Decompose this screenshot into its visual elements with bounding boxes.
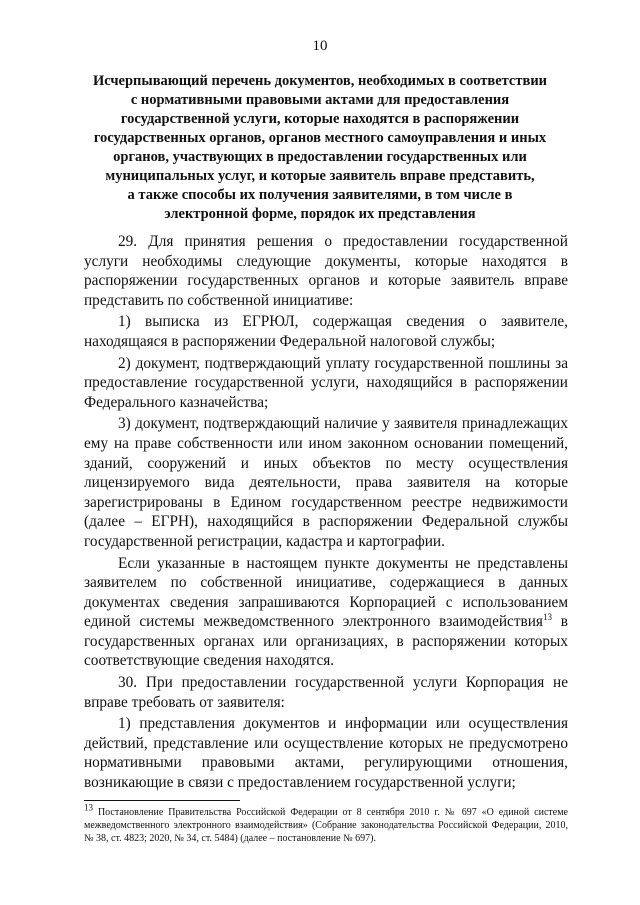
page-number: 10 — [312, 38, 328, 54]
footnote-separator — [84, 800, 240, 801]
body-text — [84, 232, 568, 795]
list-item-1: 1) выписка из ЕГРЮЛ, содержащая сведения о заявителе, находящаяся в распоряжении Федеральной налоговой службы; — [84, 313, 568, 350]
paragraph-30-item-1: 1) представления документов и информации или осуществления действий, представление или осуществление которых не предусмотрено нормативными правовыми актами, регулирующими отношения, возникающие в связи с предоставлением государственной услуги; — [84, 715, 568, 792]
heading-line: Исчерпывающий перечень документов, необходимых в соответствии — [92, 73, 548, 89]
list-item-3: 3) документ, подтверждающий наличие у заявителя принадлежащих ему на праве собственности или ином законном основании помещений, зданий, сооружений и иных объектов по месту осуществления лицензируемого вида деятельности, права заявителя на которые зарегистрированы в Едином государственном реестре недвижимости (далее – ЕГРН), находящийся в распоряжении Федеральной службы государственной регистрации, кадастра и картографии. — [84, 415, 568, 550]
footnote-text: Постановление Правительства Российской Федерации от 8 сентября 2010 г. № 697 «О единой системе межведомственного электронного взаимодействия» (Собрание законодательства Российской Федерации, 2010, № 38, ст. 4823; 2020, № 34, ст. 5484) (далее – постановление № 697). — [84, 807, 568, 844]
footnote — [84, 802, 568, 845]
heading-line: муниципальных услуг, и которые заявитель вправе представить, — [105, 168, 535, 184]
heading-line: а также способы их получения заявителями, в том числе в — [127, 187, 513, 203]
section-heading — [60, 72, 580, 224]
paragraph-29: 29. Для принятия решения о предоставлении государственной услуги необходимы следующие документы, которые находятся в распоряжении государственных органов и которые заявитель вправе представить по собственной инициативе: — [84, 233, 568, 309]
paragraph-text-continued: в государственных органах или организациях, в распоряжении которых соответствующие сведения находятся. — [84, 613, 568, 670]
paragraph-30: 30. При предоставлении государственной услуги Корпорация не вправе требовать от заявителя: — [84, 674, 568, 711]
paragraph-if-not-submitted — [84, 554, 568, 672]
footnote-mark: 13 — [84, 802, 93, 813]
heading-line: с нормативными правовыми актами для предоставления — [130, 92, 510, 108]
paragraph-text: Если указанные в настоящем пункте документы не представлены заявителем по собственной инициативе, содержащиеся в данных документах сведения запрашиваются Корпорацией с использованием единой системы межведомственного электронного взаимодействия — [84, 554, 568, 631]
heading-line: государственных органов, органов местного самоуправления и иных — [93, 130, 547, 146]
heading-line: органов, участвующих в предоставлении государственных или — [113, 149, 527, 165]
heading-line: государственной услуги, которые находятся в распоряжении — [120, 111, 520, 127]
list-item-2: 2) документ, подтверждающий уплату государственной пошлины за предоставление государственной услуги, находящийся в распоряжении Федерального казначейства; — [84, 354, 568, 411]
heading-line: электронной форме, порядок их представления — [164, 206, 476, 222]
footnote-reference: 13 — [542, 612, 552, 623]
